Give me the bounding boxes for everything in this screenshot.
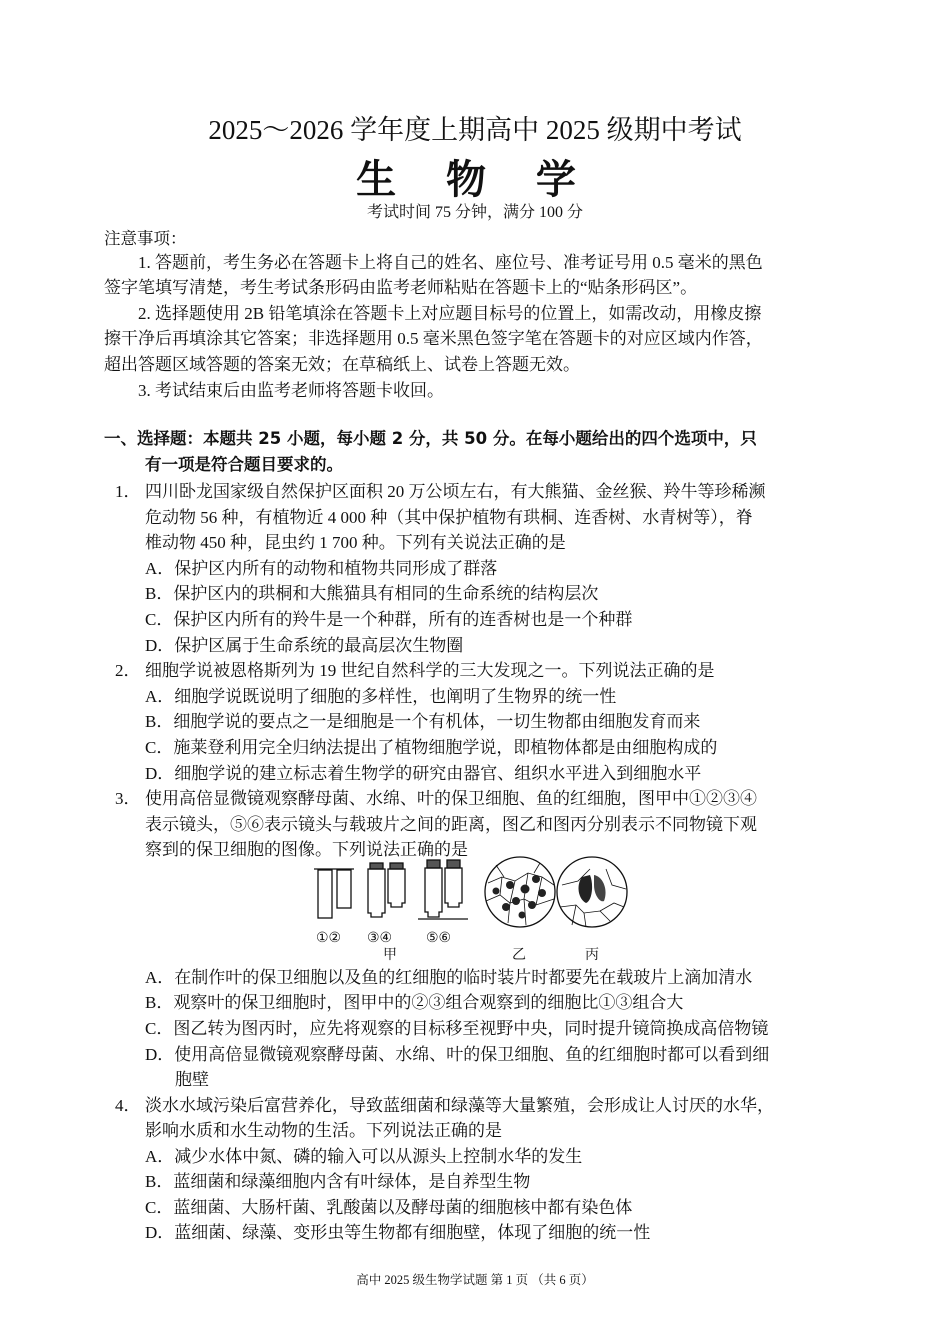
option-d-cont: 胞壁	[175, 1070, 209, 1089]
option-c: C．施莱登利用完全归纳法提出了植物细胞学说，即植物体都是由细胞构成的	[145, 738, 718, 757]
page-footer: 高中 2025 级生物学试题 第 1 页 （共 6 页）	[356, 1273, 594, 1287]
question-stem: 细胞学说被恩格斯列为 19 世纪自然科学的三大发现之一。下列说法正确的是	[145, 661, 715, 680]
microscope-lens-diagram	[310, 855, 640, 963]
question-stem: 察到的保卫细胞的图像。下列说法正确的是	[145, 840, 468, 859]
question-stem: 使用高倍显微镜观察酵母菌、水绵、叶的保卫细胞、鱼的红细胞，图甲中①②③④	[145, 789, 757, 808]
caption-yi: 乙	[512, 948, 526, 963]
label-12: ①②	[316, 931, 342, 946]
question-stem: 表示镜头，⑤⑥表示镜头与载玻片之间的距离，图乙和图丙分别表示不同物镜下观	[145, 815, 757, 834]
option-b: B．细胞学说的要点之一是细胞是一个有机体，一切生物都由细胞发育而来	[145, 712, 701, 731]
label-56: ⑤⑥	[426, 931, 452, 946]
microscope-figure	[310, 855, 640, 963]
question-stem: 椎动物 450 种，昆虫约 1 700 种。下列有关说法正确的是	[145, 533, 566, 552]
option-d: D．使用高倍显微镜观察酵母菌、水绵、叶的保卫细胞、鱼的红细胞时都可以看到细	[145, 1045, 770, 1064]
section-heading: 有一项是符合题目要求的。	[145, 455, 343, 474]
caption-jia: 甲	[383, 948, 397, 963]
notice-line: 2. 选择题使用 2B 铅笔填涂在答题卡上对应题目标号的位置上，如需改动，用橡皮擦	[138, 304, 762, 323]
notice-heading: 注意事项：	[104, 229, 187, 248]
label-34: ③④	[367, 931, 393, 946]
question-number: 4．	[115, 1096, 141, 1115]
option-a: A．在制作叶的保卫细胞以及鱼的红细胞的临时装片时都要先在载玻片上滴加清水	[145, 968, 753, 987]
question-number: 3．	[115, 789, 141, 808]
option-a: A．细胞学说既说明了细胞的多样性，也阐明了生物界的统一性	[145, 687, 617, 706]
section-heading: 一、选择题：本题共 25 小题，每小题 2 分，共 50 分。在每小题给出的四个选项中，只	[104, 429, 757, 448]
option-d: D．细胞学说的建立标志着生物学的研究由器官、组织水平进入到细胞水平	[145, 764, 702, 783]
option-b: B．观察叶的保卫细胞时，图甲中的②③组合观察到的细胞比①③组合大	[145, 993, 684, 1012]
option-a: A．保护区内所有的动物和植物共同形成了群落	[145, 559, 498, 578]
option-a: A．减少水体中氮、磷的输入可以从源头上控制水华的发生	[145, 1147, 583, 1166]
option-d: D．蓝细菌、绿藻、变形虫等生物都有细胞壁，体现了细胞的统一性	[145, 1223, 651, 1242]
exam-title: 2025～2026 学年度上期高中 2025 级期中考试	[208, 115, 742, 145]
notice-line: 1. 答题前，考生务必在答题卡上将自己的姓名、座位号、准考证号用 0.5 毫米的黑色	[138, 253, 763, 272]
option-c: C．保护区内所有的羚牛是一个种群，所有的连香树也是一个种群	[145, 610, 633, 629]
option-d: D．保护区属于生命系统的最高层次生物圈	[145, 636, 464, 655]
caption-bing: 丙	[585, 948, 599, 963]
question-stem: 危动物 56 种，有植物近 4 000 种（其中保护植物有珙桐、连香树、水青树等），脊	[145, 508, 753, 527]
option-b: B．蓝细菌和绿藻细胞内含有叶绿体，是自养型生物	[145, 1172, 531, 1191]
option-c: C．蓝细菌、大肠杆菌、乳酸菌以及酵母菌的细胞核中都有染色体	[145, 1198, 633, 1217]
option-b: B．保护区内的珙桐和大熊猫具有相同的生命系统的结构层次	[145, 584, 599, 603]
notice-line: 签字笔填写清楚，考生考试条形码由监考老师粘贴在答题卡上的“贴条形码区”。	[104, 278, 698, 297]
notice-line: 超出答题区域答题的答案无效；在草稿纸上、试卷上答题无效。	[104, 355, 580, 374]
option-c: C．图乙转为图丙时，应先将观察的目标移至视野中央，同时提升镜筒换成高倍物镜	[145, 1019, 769, 1038]
question-number: 2．	[115, 661, 141, 680]
question-stem: 四川卧龙国家级自然保护区面积 20 万公顷左右，有大熊猫、金丝猴、羚牛等珍稀濒	[145, 482, 766, 501]
question-stem: 淡水水域污染后富营养化，导致蓝细菌和绿藻等大量繁殖，会形成让人讨厌的水华，	[145, 1096, 774, 1115]
question-number: 1．	[115, 482, 141, 501]
question-stem: 影响水质和水生动物的生活。下列说法正确的是	[145, 1121, 502, 1140]
notice-line: 3. 考试结束后由监考老师将答题卡收回。	[138, 381, 444, 400]
exam-info: 考试时间 75 分钟，满分 100 分	[366, 204, 583, 221]
subject-title: 生 物 学	[356, 157, 594, 203]
notice-line: 擦干净后再填涂其它答案；非选择题用 0.5 毫米黑色签字笔在答题卡的对应区域内作答，	[104, 329, 763, 348]
